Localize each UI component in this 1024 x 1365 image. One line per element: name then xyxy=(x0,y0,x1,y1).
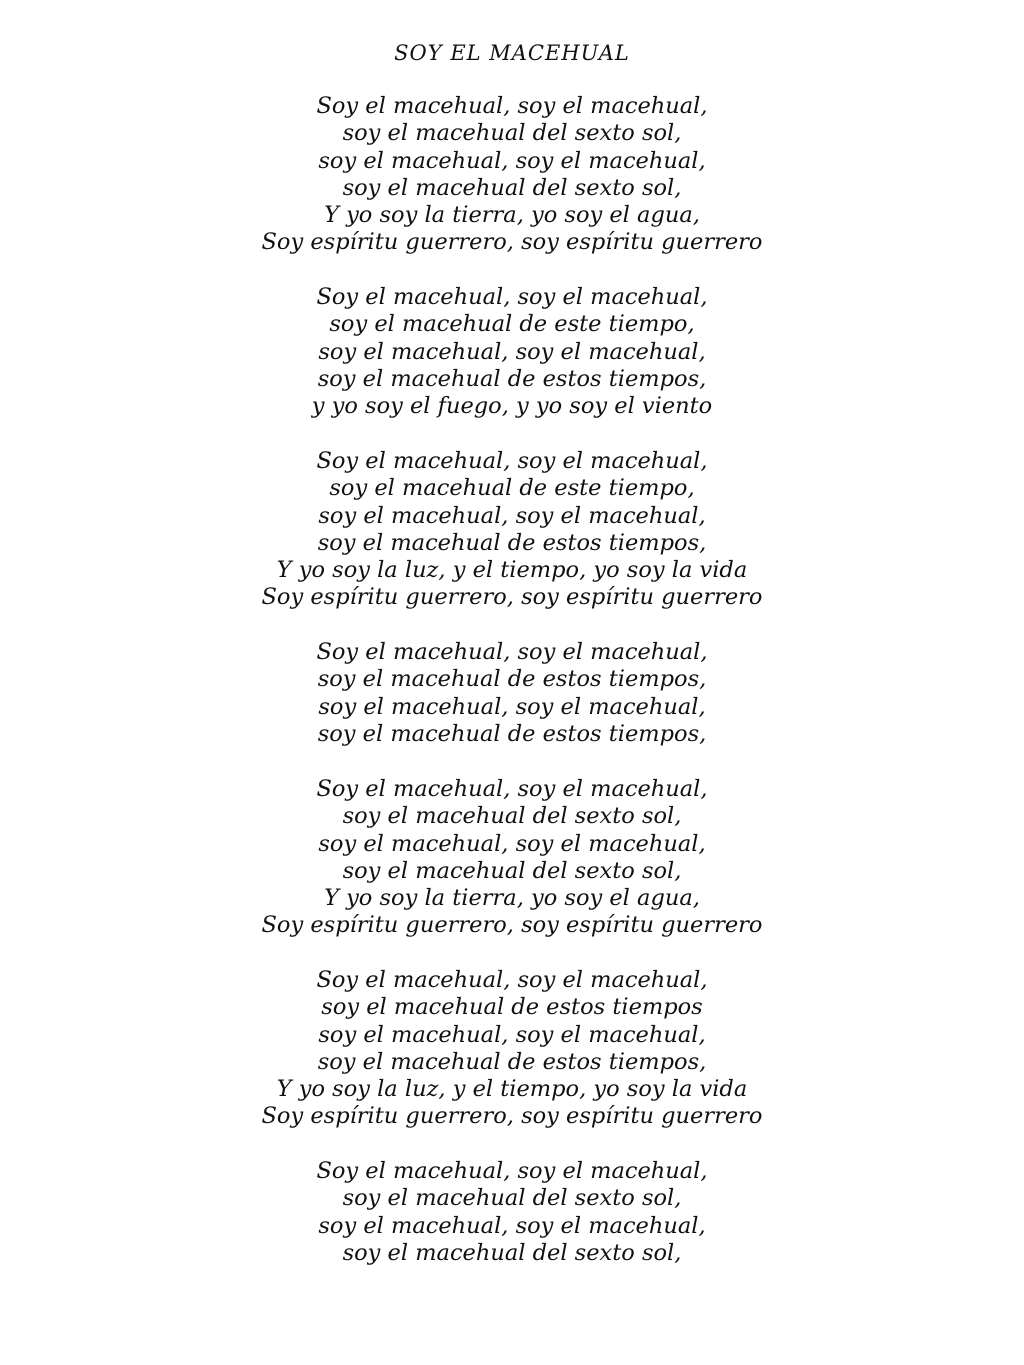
lyric-line: soy el macehual de estos tiempos, xyxy=(317,529,707,556)
lyric-line: soy el macehual del sexto sol, xyxy=(342,120,682,147)
lyric-line: Soy el macehual, soy el macehual, xyxy=(316,93,708,119)
lyric-line: soy el macehual, soy el macehual, xyxy=(318,502,706,529)
lyric-line: soy el macehual del sexto sol, xyxy=(342,174,682,201)
lyric-line: soy el macehual, soy el macehual, xyxy=(318,1021,706,1048)
lyric-line: soy el macehual, soy el macehual, xyxy=(318,147,706,174)
lyric-line: Y yo soy la luz, y el tiempo, yo soy la vida xyxy=(276,557,748,584)
lyric-line: Soy el macehual, soy el macehual, xyxy=(316,776,708,802)
lyric-line: soy el macehual, soy el macehual, xyxy=(318,830,706,857)
lyric-line: soy el macehual, soy el macehual, xyxy=(318,338,706,365)
lyric-line: soy el macehual del sexto sol, xyxy=(342,803,682,830)
stanza-5 xyxy=(0,776,1024,940)
stanza-6 xyxy=(0,967,1024,1131)
lyric-line: Soy el macehual, soy el macehual, xyxy=(316,639,708,665)
lyric-line: soy el macehual de este tiempo, xyxy=(329,311,695,338)
lyric-line: Soy espíritu guerrero, soy espíritu guerrero xyxy=(261,1103,763,1130)
lyric-line: soy el macehual de estos tiempos, xyxy=(317,720,707,747)
lyric-line: Soy el macehual, soy el macehual, xyxy=(316,448,708,474)
lyric-line: Y yo soy la tierra, yo soy el agua, xyxy=(324,885,700,912)
lyric-line: soy el macehual de estos tiempos, xyxy=(317,365,707,392)
lyric-line: Soy el macehual, soy el macehual, xyxy=(316,1158,708,1184)
lyric-line: soy el macehual de estos tiempos, xyxy=(317,666,707,693)
lyric-line: soy el macehual de estos tiempos xyxy=(321,994,703,1021)
lyric-line: Soy el macehual, soy el macehual, xyxy=(316,284,708,310)
lyric-line: Soy el macehual, soy el macehual, xyxy=(316,967,708,993)
lyric-line: Soy espíritu guerrero, soy espíritu guerrero xyxy=(261,229,763,256)
lyric-line: Soy espíritu guerrero, soy espíritu guerrero xyxy=(261,584,763,611)
lyric-line: soy el macehual del sexto sol, xyxy=(342,1239,682,1266)
lyric-line: Soy espíritu guerrero, soy espíritu guerrero xyxy=(261,912,763,939)
lyric-line: soy el macehual de este tiempo, xyxy=(329,475,695,502)
song-title: SOY EL MACEHUAL xyxy=(394,41,630,65)
stanza-7 xyxy=(0,1158,1024,1267)
stanza-2 xyxy=(0,284,1024,420)
lyric-line: y yo soy el fuego, y yo soy el viento xyxy=(311,393,713,420)
lyric-line: soy el macehual del sexto sol, xyxy=(342,857,682,884)
lyric-line: soy el macehual de estos tiempos, xyxy=(317,1048,707,1075)
lyric-line: Y yo soy la tierra, yo soy el agua, xyxy=(324,202,700,229)
stanza-4 xyxy=(0,639,1024,748)
lyric-line: Y yo soy la luz, y el tiempo, yo soy la vida xyxy=(276,1076,748,1103)
lyric-line: soy el macehual, soy el macehual, xyxy=(318,693,706,720)
lyric-line: soy el macehual, soy el macehual, xyxy=(318,1212,706,1239)
stanza-3 xyxy=(0,448,1024,612)
lyric-line: soy el macehual del sexto sol, xyxy=(342,1185,682,1212)
stanza-1 xyxy=(0,93,1024,257)
